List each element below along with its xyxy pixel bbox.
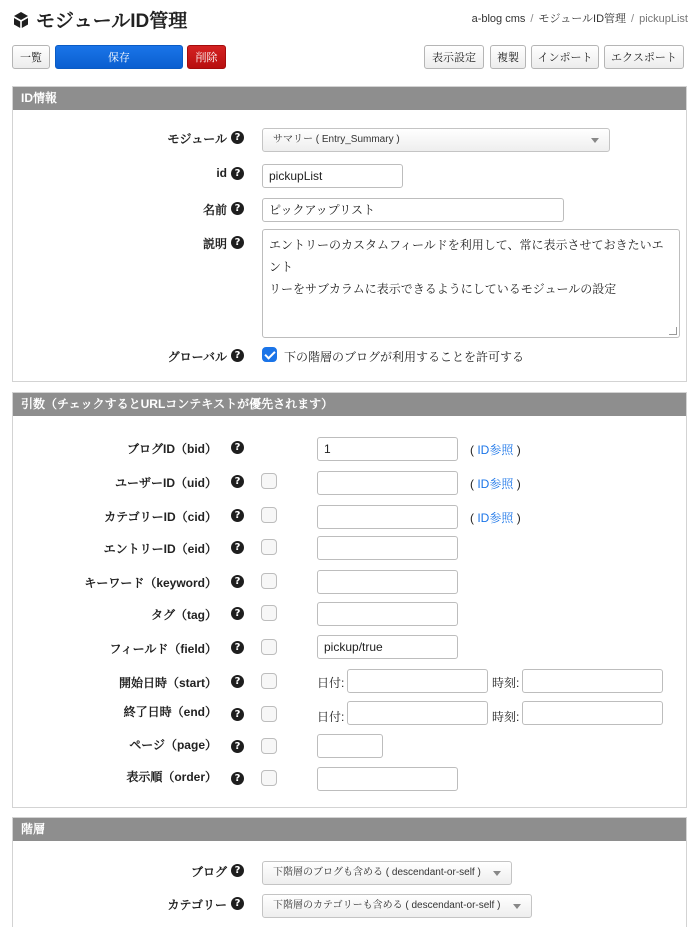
end-date-input[interactable] — [347, 701, 488, 725]
blog-hierarchy-select[interactable] — [262, 861, 512, 885]
chevron-down-icon — [493, 871, 501, 876]
end-time-label: 時刻: — [492, 710, 520, 724]
cid-id-reference — [470, 509, 521, 526]
keyword-checkbox[interactable] — [261, 573, 277, 589]
eid-input[interactable] — [317, 536, 458, 560]
order-checkbox[interactable] — [261, 770, 277, 786]
end-date-label: 日付: — [317, 710, 345, 724]
toolbar — [12, 45, 688, 69]
end-time-input[interactable] — [522, 701, 663, 725]
category-hierarchy-label: カテゴリー — [167, 898, 227, 912]
field-checkbox[interactable] — [261, 639, 277, 655]
chevron-down-icon — [591, 138, 599, 143]
blog-hierarchy-value: 下階層のブログも含める ( descendant-or-self ) — [273, 867, 481, 878]
help-icon[interactable]: ? — [231, 509, 244, 522]
start-date-input[interactable] — [347, 669, 488, 693]
description-textarea[interactable] — [262, 229, 680, 338]
category-hierarchy-select[interactable] — [262, 894, 532, 918]
import-button[interactable]: インポート — [531, 45, 599, 69]
module-label: モジュール — [167, 132, 227, 146]
id-info-heading: ID情報 — [13, 87, 686, 110]
breadcrumb — [472, 10, 688, 26]
cid-label: カテゴリーID（cid） — [104, 510, 217, 524]
help-icon[interactable]: ? — [231, 641, 244, 654]
start-date-label: 日付: — [317, 676, 345, 690]
global-label: グローバル — [167, 350, 227, 364]
help-icon[interactable]: ? — [231, 897, 244, 910]
bid-id-reference — [470, 441, 521, 458]
tag-label: タグ（tag） — [150, 608, 217, 622]
page-label: ページ（page） — [129, 738, 217, 752]
global-checkbox[interactable] — [262, 347, 277, 362]
module-select[interactable] — [262, 128, 610, 152]
page-title-text: モジュールID管理 — [36, 11, 188, 32]
id-input[interactable]: pickupList — [262, 164, 403, 188]
description-line: リーをサブカラムに表示できるようにしているモジュールの設定 — [269, 282, 617, 296]
order-label: 表示順（order） — [126, 770, 217, 784]
paren-close: ) — [516, 511, 521, 525]
id-label: id — [216, 166, 227, 180]
module-select-value: サマリー ( Entry_Summary ) — [273, 134, 400, 145]
end-label: 終了日時（end） — [123, 705, 217, 719]
order-input[interactable] — [317, 767, 458, 791]
list-button[interactable]: 一覧 — [12, 45, 50, 69]
cid-checkbox[interactable] — [261, 507, 277, 523]
global-checkbox-label: 下の階層のブログが利用することを許可する — [284, 350, 525, 364]
breadcrumb-home[interactable]: a-blog cms — [471, 13, 526, 25]
paren-open: ( — [470, 443, 474, 457]
uid-id-reference — [470, 475, 521, 492]
eid-label: エントリーID（eid） — [103, 542, 217, 556]
start-label: 開始日時（start） — [118, 676, 217, 690]
cid-input[interactable] — [317, 505, 458, 529]
chevron-down-icon — [513, 904, 521, 909]
description-label: 説明 — [202, 237, 227, 251]
help-icon[interactable]: ? — [231, 772, 244, 785]
display-settings-button[interactable]: 表示設定 — [424, 45, 484, 69]
description-line: エントリーのカスタムフィールドを利用して、常に表示させておきたいエント — [269, 238, 664, 274]
page-title — [12, 6, 187, 33]
field-input[interactable]: pickup/true — [317, 635, 458, 659]
eid-checkbox[interactable] — [261, 539, 277, 555]
id-reference-link[interactable]: ID参照 — [477, 511, 514, 525]
field-label: フィールド（field） — [109, 642, 217, 656]
help-icon[interactable]: ? — [231, 740, 244, 753]
uid-checkbox[interactable] — [261, 473, 277, 489]
tag-input[interactable] — [317, 602, 458, 626]
breadcrumb-separator: / — [530, 13, 534, 25]
breadcrumb-current: pickupList — [639, 13, 688, 25]
page-input[interactable] — [317, 734, 383, 758]
keyword-label: キーワード（keyword） — [84, 576, 217, 590]
category-hierarchy-value: 下階層のカテゴリーも含める ( descendant-or-self ) — [273, 900, 501, 911]
help-icon[interactable]: ? — [231, 607, 244, 620]
uid-label: ユーザーID（uid） — [115, 476, 217, 490]
breadcrumb-module-id[interactable]: モジュールID管理 — [538, 13, 627, 25]
id-reference-link[interactable]: ID参照 — [477, 443, 514, 457]
blog-hierarchy-label: ブログ — [190, 865, 227, 879]
name-input[interactable]: ピックアップリスト — [262, 198, 564, 222]
help-icon[interactable]: ? — [231, 575, 244, 588]
cube-icon — [12, 11, 30, 29]
tag-checkbox[interactable] — [261, 605, 277, 621]
save-button[interactable]: 保存 — [55, 45, 183, 69]
id-reference-link[interactable]: ID参照 — [477, 477, 514, 491]
paren-open: ( — [470, 477, 474, 491]
hierarchy-panel — [12, 817, 687, 927]
resize-handle-icon[interactable] — [669, 327, 677, 335]
start-checkbox[interactable] — [261, 673, 277, 689]
page-checkbox[interactable] — [261, 738, 277, 754]
help-icon[interactable]: ? — [231, 475, 244, 488]
arguments-heading: 引数（チェックするとURLコンテキストが優先されます） — [13, 393, 686, 416]
id-info-panel — [12, 86, 687, 382]
bid-label: ブログID（bid） — [127, 442, 217, 456]
help-icon[interactable]: ? — [231, 202, 244, 215]
breadcrumb-separator: / — [631, 13, 635, 25]
paren-close: ) — [516, 477, 521, 491]
duplicate-button[interactable]: 複製 — [490, 45, 526, 69]
export-button[interactable]: エクスポート — [604, 45, 684, 69]
help-icon[interactable]: ? — [231, 349, 244, 362]
name-label: 名前 — [202, 203, 227, 217]
help-icon[interactable]: ? — [231, 675, 244, 688]
keyword-input[interactable] — [317, 570, 458, 594]
start-time-input[interactable] — [522, 669, 663, 693]
page-header — [12, 6, 688, 30]
help-icon[interactable]: ? — [231, 167, 244, 180]
start-time-label: 時刻: — [492, 676, 520, 690]
end-checkbox[interactable] — [261, 706, 277, 722]
help-icon[interactable]: ? — [231, 441, 244, 454]
delete-button[interactable]: 削除 — [187, 45, 226, 69]
uid-input[interactable] — [317, 471, 458, 495]
help-icon[interactable]: ? — [231, 236, 244, 249]
paren-open: ( — [470, 511, 474, 525]
arguments-panel — [12, 392, 687, 808]
help-icon[interactable]: ? — [231, 864, 244, 877]
bid-input[interactable]: 1 — [317, 437, 458, 461]
help-icon[interactable]: ? — [231, 131, 244, 144]
help-icon[interactable]: ? — [231, 541, 244, 554]
help-icon[interactable]: ? — [231, 708, 244, 721]
hierarchy-heading: 階層 — [13, 818, 686, 841]
paren-close: ) — [516, 443, 521, 457]
